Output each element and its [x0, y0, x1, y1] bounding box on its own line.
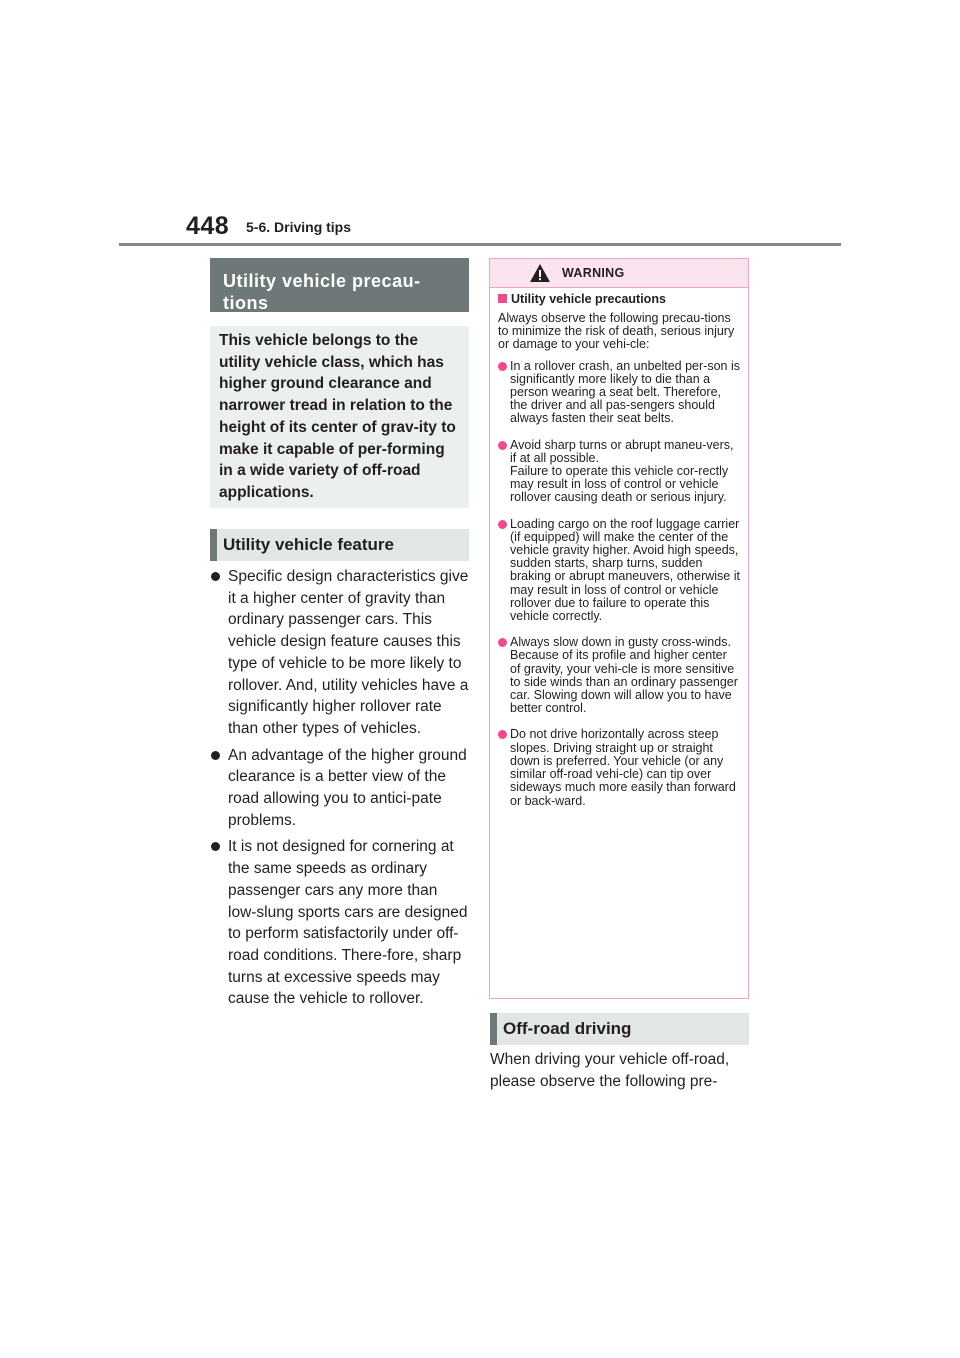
warning-body: [490, 288, 748, 808]
bullet-text: An advantage of the higher ground clearance is a better view of the road allowing you to antici-pate problems.: [228, 746, 467, 829]
warning-title-text: Utility vehicle precautions: [511, 292, 666, 306]
page-number: 448: [186, 212, 230, 240]
warning-item: [498, 636, 740, 715]
list-item: [210, 745, 470, 832]
summary-box: This vehicle belongs to the utility vehicle class, which has higher ground clearance and narrower tread in relation to the height of its center of grav-ity to make it capable of per-forming in a wide variety of off-road applications.: [210, 326, 469, 508]
offroad-body-text: When driving your vehicle off-road, please observe the following pre-: [490, 1051, 730, 1090]
pink-dot-icon: [498, 730, 507, 739]
bullet-dot-icon: [211, 751, 220, 760]
bullet-dot-icon: [211, 572, 220, 581]
warning-item-text: Always slow down in gusty cross-winds. Because of its profile and higher center of gravity, your vehi-cle is more sensitive to side winds than an ordinary passenger car. Slowing down will allow you to have better control.: [510, 635, 738, 716]
warning-header: [490, 259, 748, 288]
list-item: [210, 836, 470, 1010]
warning-item-text: Loading cargo on the roof luggage carrier (if equipped) will make the center of the vehicle gravity higher. Avoid high speeds, sudden starts, sharp turns, sudden braking or abrupt maneuvers, otherwise it may result in loss of control or vehicle rollover due to failure to operate this vehicle correctly.: [510, 516, 740, 624]
warning-item-text: In a rollover crash, an unbelted per-son is significantly more likely to die than a person wearing a seat belt. Therefore, the driver and all pas-sengers should always fasten their seat belts.: [510, 358, 740, 426]
bullet-dot-icon: [211, 842, 220, 851]
header-rule: [119, 243, 841, 246]
warning-item: [498, 439, 740, 505]
warning-item: [498, 360, 740, 426]
warning-item-text: Avoid sharp turns or abrupt maneu-vers, if at all possible.: [510, 437, 734, 465]
bullet-text: Specific design characteristics give it a higher center of gravity than ordinary passenger cars. This vehicle design feature causes this type of vehicle to be more likely to rollover. And, utility vehicles have a significantly higher rollover rate than other types of vehicles.: [228, 568, 469, 737]
pink-dot-icon: [498, 441, 507, 450]
warning-intro: Always observe the following precau-tions to minimize the risk of death, serious injury or damage to your vehi-cle:: [498, 311, 735, 352]
warning-title: [498, 292, 740, 307]
square-bullet-icon: [498, 294, 507, 303]
warning-triangle-icon: [529, 263, 551, 283]
warning-item: [498, 728, 740, 807]
feature-bullet-list: [210, 566, 470, 1015]
utility-vehicle-title: Utility vehicle precau-tions: [210, 258, 469, 312]
warning-item-text: Do not drive horizontally across steep slopes. Driving straight up or straight down is preferred. Your vehicle (or any similar off-road vehi-cle) can tip over sideways much more easily than forward or back-ward.: [510, 727, 736, 808]
section-title: 5-6. Driving tips: [246, 219, 352, 235]
warning-item: [498, 518, 740, 624]
pink-dot-icon: [498, 362, 507, 371]
pink-dot-icon: [498, 520, 507, 529]
offroad-heading: Off-road driving: [490, 1013, 749, 1045]
pink-dot-icon: [498, 638, 507, 647]
warning-label: WARNING: [562, 266, 625, 280]
bullet-text: It is not designed for cornering at the same speeds as ordinary passenger cars any more than low-slung sports cars are designed to perform satisfactorily under off-road conditions. There-fore, sharp turns at excessive speeds may cause the vehicle to rollover.: [228, 838, 468, 1008]
list-item: [210, 566, 470, 740]
feature-heading: Utility vehicle feature: [210, 529, 469, 561]
warning-box: [489, 258, 749, 999]
warning-item-text: Failure to operate this vehicle cor-rectly may result in loss of control or vehicle rollover causing death or serious injury.: [510, 464, 729, 505]
